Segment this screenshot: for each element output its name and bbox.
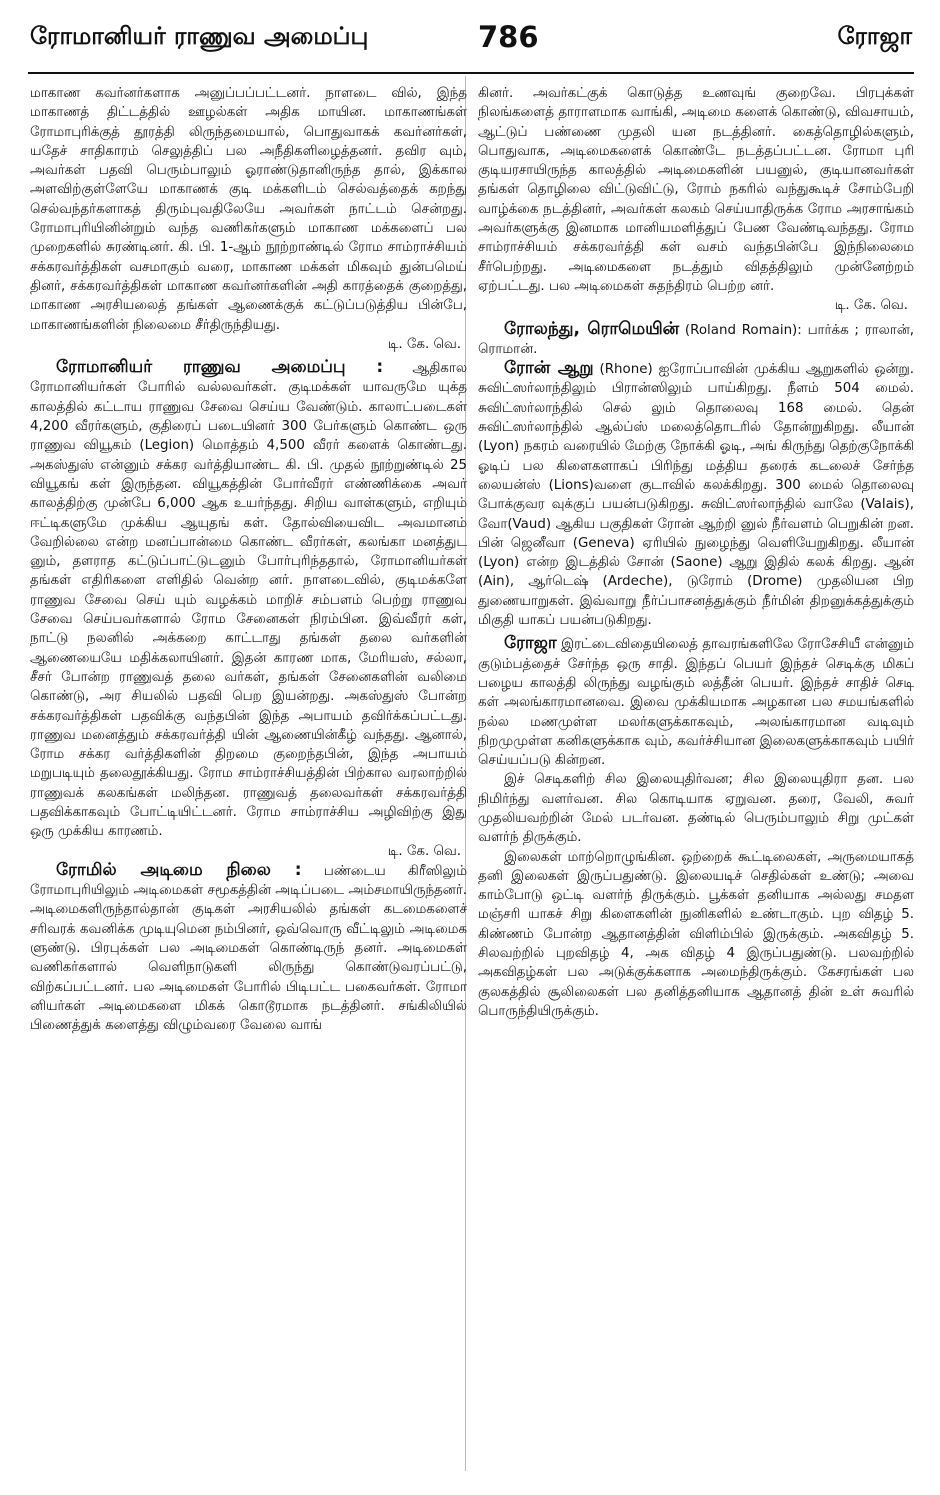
page-header — [30, 22, 912, 66]
entry-rhone-river — [478, 359, 914, 630]
entry-heading: ரோமானியர் ராணுவ அமைப்பு : — [56, 357, 384, 378]
entry-heading: ரோஜா — [504, 633, 557, 654]
entry-heading-latin: (Roland Romain): — [684, 322, 802, 338]
paragraph-provincial-governors: மாகாண கவர்னர்களாக அனுப்பப்பட்டனர். நாளடை வில், இந்த மாகாணத் திட்டத்தில் ஊழல்கள் அதிக மாயின. மாகாணங்கள் ரோமாபுரிக்குத் தூரத்தி லிருந்தமையால், பொதுவாகக் கவர்னர்கள், யதேச் சாதிகாரம் செலுத்திப் பல அநீதிகளிழைத்தனர். தவிர வும், அவர்கள் பதவி பெரும்பாலும் ஓராண்டுதானிருந்த தால், இக்கால அளவிற்குள்ளேயே மாகாணக் குடி மக்களிடம் செல்வத்தைக் கறந்து செல்வந்தர்களாகத் திரும்புவதிலேயே அவர்கள் நாட்டம் சென்றது. ரோமாபுரியினின்றும் வந்த வணிகர்களும் மாகாண மக்களைப் பல முறைகளில் சுரண்டினர். கி. பி. 1-ஆம் நூற்றாண்டில் ரோம சாம்ராச்சியம் சக்கரவர்த்திகள் வசமாகும் வரை, மாகாண மக்கள் மிகவும் துன்பமெய் தினர், சக்கரவர்த்திகள் மாகாண கவர்னர்களின் அதி காரத்தைக் குறைத்து, மாகாண அரசியலைத் தங்கள் ஆணைக்குக் கட்டுப்படுத்திய பின்பே, மாகாணங்களின் நிலைமை சீர்திருந்தியது. — [30, 86, 467, 333]
entry-body: பண்டைய கிரீஸிலும் ரோமாபுரியிலும் அடிமைகள் சமூகத்தின் அடிப்படை அம்சமாயிருந்தனர். அடிமைகளிருந்தால்தான் குடிகள் அரசியலில் தங்கள் கடமைகளைச் சரிவரக் கவனிக்க முடியுமென நம்பினர், ஒவ்வொரு வீட்டிலும் அடிமைக ளுண்டு. பிரபுக்கள் பல அடிமைகள் கொண்டிருந் தனர். அடிமைகள் வணிகர்களால் வெளிநாடுகளி லிருந்து கொண்டுவரப்பட்டு, விற்கப்பட்டனர். பல அடிமைகள் போரில் பிடிபட்ட பகைவர்கள். ரோமா னியர்கள் அடிமைகளை மிகக் கொடூரமாக நடத்தினர். சங்கிலியில் பிணைத்துக் களைத்து விழும்வரை வேலை வாங் — [30, 863, 468, 1034]
entry-roland-romain — [478, 320, 914, 360]
entry-heading-latin: (Rhone) — [599, 362, 653, 378]
entry-roman-army — [30, 358, 467, 841]
entry-heading: ரோன் ஆறு — [504, 358, 594, 379]
running-head-left: ரோமானியர் ராணுவ அமைப்பு — [30, 22, 369, 50]
entry-slavery-in-rome — [30, 861, 467, 1036]
header-rule — [28, 72, 914, 74]
page-number: 786 — [478, 20, 539, 54]
author-signature: டி. கே. வெ. — [834, 298, 908, 314]
entry-heading: ரோமில் அடிமை நிலை : — [56, 859, 302, 880]
left-column — [30, 84, 467, 1036]
entry-body: இரட்டைவிதையிலைத் தாவரங்களிலே ரோசேசியீ என்னும் குடும்பத்தைச் சேர்ந்த ஒரு சாதி. இந்தப் பெயர் இந்தச் செடிக்கு மிகப் பழைய காலத்தி லிருந்து வழங்கும் லத்தீன் பெயர். இந்தச் சாதிச் செடி கள் அலங்காரமானவை. இவை முக்கியமாக அழகான பல சமயங்களில் நல்ல மணமுள்ள மலர்களுக்காகவும், அலங்காரமான வடிவும் நிறமுமுள்ள கனிகளுக்காக வும், கவர்ச்சியான இலைகளுக்காகவும் பயிர் செய்யப்படு கின்றன. — [478, 637, 914, 769]
entry-body: ஆதிகால ரோமானியர்கள் போரில் வல்லவர்கள். குடிமக்கள் யாவருமே யுக்த காலத்தில் கட்டாய ராணுவ சேவை செய்ய வேண்டும். காலாட்படைகள் 4,200 வீரர்களும், குதிரைப் படையினர் 300 பேர்களும் கொண்ட ஒரு ராணுவ வியூகம் (Legion) மொத்தம் 4,500 வீரர் களைக் கொண்டது. அகஸ்துஸ் என்னும் சக்கர வர்த்தியாண்ட கி. பி. முதல் நூற்றுண்டில் 25 வியூகங் கள் இருந்தன. வியூகத்தின் போர்வீரர் எண்ணிக்கை அவர் காலத்திற்கு முன்பே 6,000 ஆக உயர்ந்தது. சிறிய வாள்களும், எறியும் ஈட்டிகளுமே முக்கிய ஆயுதங் கள். தோல்வியைவிட அவமானம் வேறில்லை என்ற மனப்பான்மை கொண்ட வீரர்கள், கலங்கா மனத்துட னும், தளராத கட்டுப்பாட்டுடனும் போர்புரிந்ததால், ரோமானியர்கள் தங்கள் எதிரிகளை எளிதில் வென்ற னர். நாளடைவில், குடிமக்களே ராணுவ சேவை செய் யும் வழக்கம் மாறிச் சம்பளம் பெற்று ராணுவ சேவை செய்பவர்களால் ரோம சேனைகள் நிரம்பின. இவ்வீரர் கள், நாட்டு நலனில் அக்கறை காட்டாது தங்கள் தலை வர்களின் ஆணையையே மதிக்கலாயினர். இதன் காரண மாக, மேரியஸ், சல்லா, சீசர் போன்ற ராணுவத் தலை வர்கள், தங்கள் சேனைகளின் வலிமை கொண்டு, அர சியலில் பதவி பெற இயன்றது. அகஸ்துஸ் போன்ற சக்கரவர்த்திகள் பதவிக்கு வந்தபின் இந்த அபாயம் தவிர்க்கப்பட்டது. ராணுவ மனைத்தும் சக்கரவர்த்தி யின் ஆணையின்கீழ் வந்தது. ஆனால், ரோம சக்கர வர்த்திகளின் திறமை குறைந்தபின், இந்த அபாயம் மறுபடியும் தலைதூக்கியது. ரோம சாம்ராச்சியத்தின் பிற்கால வரலாற்றில் ராணுவக் கலகங்கள் மலிந்தன. ராணுவத் தலைவர்கள் சக்கரவர்த்தி பதவிக்காகவும் போட்டியிட்டனர். ரோம சாம்ராச்சிய அழிவிற்கு இது ஒரு முக்கிய காரணம். — [30, 361, 467, 840]
running-head-right: ரோஜா — [837, 22, 912, 50]
author-signature: டி. கே. வெ. — [387, 843, 461, 859]
author-signature: டி. கே. வெ. — [387, 336, 461, 352]
paragraph-slavery-continued: கினர். அவர்கட்குக் கொடுத்த உணவுங் குறைவே. பிரபுக்கள் நிலங்களைத் தாராளமாக வாங்கி, அடிமை களைக் கொண்டு, விவசாயம், ஆட்டுப் பண்ணை முதலி யன நடத்தினர். கைத்தொழில்களும், பொதுவாக, அடிமைகளைக் கொண்டே நடத்தப்பட்டன. ரோமா புரி குடியரசாயிருந்த காலத்தில் அடிமைகளின் பயனுல், குடியானவர்கள் தங்கள் தொழிலை விட்டுவிட்டு, ரோம் நகரில் வந்துகூடிச் சோம்பேறி வாழ்க்கை நடத்தினர், அவர்கள் கலகம் செய்யாதிருக்க ரோம அரசாங்கம் அவர்களுக்கு இனமாக மானியமளித்துப் பேண வேண்டிவந்தது. ரோம சாம்ராச்சியம் சக்கரவர்த்தி கள் வசம் வந்தபின்பே இந்நிலைமை சீர்பெற்றது. அடிமைகளை நடத்தும் விதத்திலும் முன்னேற்றம் ஏற்பட்டது. பல அடிமைகள் சுதந்திரம் பெற்ற னர். — [478, 86, 914, 294]
paragraph-rose-leaves: இலைகள் மாற்றொழுங்கின. ஒற்றைக் கூட்டிலைகள், அருமையாகத் தனி இலைகள் இருப்பதுண்டு. இலையடிச் செதில்கள் உண்டு; அவை காம்போடு ஒட்டி வளர்ந் திருக்கும். பூக்கள் தனியாக அல்லது சமதள மஞ்சரி யாகச் சிறு கிளைகளின் நுனிகளில் உண்டாகும். புற விதழ் 5. கிண்ணம் போன்ற ஆதானத்தின் விளிம்பில் இருக்கும். அகவிதழ் 5. சிலவற்றில் புறவிதழ் 4, அக விதழ் 4 இருப்பதுண்டு. பலவற்றில் அகவிதழ்கள் பல அடுக்குக்களாக அமைந்திருக்கும். கேசரங்கள் பல குலகத்தில் சூலிலைகள் பல தனித்தனியாக ஆதானத் தின் உள் சுவரில் பொருந்தியிருக்கும். — [478, 849, 914, 1019]
right-column — [478, 84, 914, 1021]
entry-heading: ரோலந்து, ரொமெயின் — [504, 318, 680, 339]
entry-body: ஐரோப்பாவின் முக்கிய ஆறுகளில் ஒன்று. சுவிட்ஸர்லாந்திலும் பிரான்ஸிலும் பாய்கிறது. நீளம் 504 மைல். சுவிட்ஸர்லாந்தில் செல் லும் தொலைவு 168 மைல். தென் சுவிட்ஸர்லாந்தில் ஆல்ப்ஸ் மலைத்தொடரில் தோன்றுகிறது. லீயான் (Lyon) நகரம் வரையில் மேற்கு நோக்கி ஓடி, அங் கிருந்து தெற்குநோக்கி ஓடிப் பல கிளைகளாகப் பிரிந்து மத்திய தரைக் கடலைச் சேர்ந்த லையன்ஸ் (Lions)வளை குடாவில் கலக்கிறது. 300 மைல் தொலைவு போக்குவர வுக்குப் பயன்படுகிறது. சுவிட்ஸர்லாந்தில் வாலே (Valais), வோ(Vaud) ஆகிய பகுதிகள் ரோன் ஆற்றி னுல் நீர்வளம் பெறுகின் றன. பின் ஜெனீவா (Geneva) ஏரியில் நுழைந்து வெளியேறுகிறது. லீயான் (Lyon) என்ற இடத்தில் சோன் (Saone) ஆறு இதில் கலக் கிறது. ஆன் (Ain), ஆர்டெஷ் (Ardeche), டுரோம் (Drome) முதலியன பிற துணையாறுகள். இவ்வாறு நீர்ப்பாசனத்துக்கும் நீர்மின் திறனுக்கத்துக்கும் மிகுதி யாகப் பயன்படுகிறது. — [478, 362, 914, 629]
entry-body: பார்க்க ; ராலான், ரொமான். — [478, 322, 914, 357]
entry-rose — [478, 634, 914, 770]
paragraph-rose-habit: இச் செடிகளிற் சில இலையுதிர்வன; சில இலையுதிரா தன. பல நிமிர்ந்து வளர்வன. சில கொடியாக ஏறுவன. தரை, வேலி, சுவர் முதலியவற்றின் மேல் படர்வன. தண்டில் பெரும்பாலும் சிறு முட்கள் வளர்ந் திருக்கும். — [478, 772, 914, 846]
